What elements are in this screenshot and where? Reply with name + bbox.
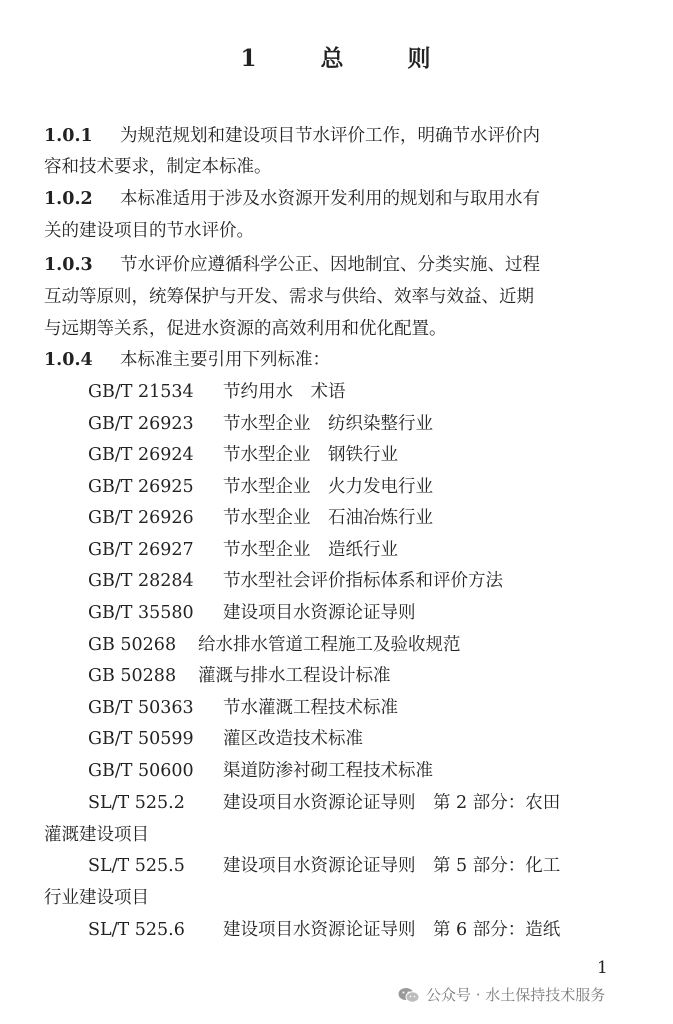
standard-item xyxy=(88,472,433,504)
standard-name: 建设项目水资源论证导则 xyxy=(223,603,416,623)
standard-item xyxy=(88,915,560,947)
standard-name: 建设项目水资源论证导则 第 5 部分：化工 xyxy=(223,856,561,876)
standard-code: SL/T 525.5 xyxy=(88,856,185,876)
standard-code: GB/T 26925 xyxy=(88,477,194,497)
standard-code: GB/T 26927 xyxy=(88,540,194,560)
standard-code: GB/T 50599 xyxy=(88,729,194,749)
standard-item xyxy=(88,630,461,662)
standard-item xyxy=(88,535,398,567)
standard-item xyxy=(88,440,398,472)
standard-name: 节水型企业 火力发电行业 xyxy=(223,477,433,497)
standard-code: GB/T 26926 xyxy=(88,508,194,528)
clause-text: 节水评价应遵循科学公正、因地制宜、分类实施、过程 xyxy=(120,255,540,275)
standard-code: GB/T 26923 xyxy=(88,414,194,434)
standard-name: 节水型企业 钢铁行业 xyxy=(223,445,398,465)
standard-code: GB 50268 xyxy=(88,635,177,655)
clause-1-0-2 xyxy=(44,184,636,216)
clause-1-0-4 xyxy=(44,345,636,377)
page-title: 1 总 则 xyxy=(240,45,433,72)
wechat-icon xyxy=(398,987,420,1003)
standard-item xyxy=(88,598,416,630)
standard-code: GB/T 21534 xyxy=(88,382,194,402)
standard-code: GB/T 35580 xyxy=(88,603,194,623)
standard-name: 节水型企业 纺织染整行业 xyxy=(223,414,433,434)
clause-1-0-1 xyxy=(44,121,636,153)
clause-text-cont: 关的建设项目的节水评价。 xyxy=(44,221,254,241)
standard-item xyxy=(88,788,560,820)
clause-text: 本标准适用于涉及水资源开发利用的规划和与取用水有 xyxy=(120,189,540,209)
clause-text-cont: 互动等原则，统筹保护与开发、需求与供给、效率与效益、近期 xyxy=(44,287,534,307)
standard-item xyxy=(88,661,391,693)
standard-item xyxy=(88,693,398,725)
standard-name: 灌溉与排水工程设计标准 xyxy=(198,666,391,686)
clause-text-cont: 与远期等关系，促进水资源的高效利用和优化配置。 xyxy=(44,319,447,339)
standard-item xyxy=(88,756,433,788)
standard-name: 建设项目水资源论证导则 第 6 部分：造纸 xyxy=(223,920,561,940)
standard-item xyxy=(88,724,363,756)
standard-name: 建设项目水资源论证导则 第 2 部分：农田 xyxy=(223,793,561,813)
standard-code: GB/T 26924 xyxy=(88,445,194,465)
clause-text: 本标准主要引用下列标准： xyxy=(120,350,330,370)
standard-item xyxy=(88,851,560,883)
standard-code: GB 50288 xyxy=(88,666,177,686)
watermark xyxy=(398,984,605,1005)
clause-number: 1.0.2 xyxy=(44,189,93,209)
standard-item xyxy=(88,503,433,535)
clause-1-0-3 xyxy=(44,250,636,282)
watermark-text: 公众号 · 水土保持技术服务 xyxy=(426,986,606,1004)
standard-name: 节约用水 术语 xyxy=(223,382,346,402)
clause-number: 1.0.3 xyxy=(44,255,93,275)
standard-item xyxy=(88,566,503,598)
clause-number: 1.0.1 xyxy=(44,126,93,146)
standard-code: GB/T 50363 xyxy=(88,698,194,718)
standard-name-cont: 行业建设项目 xyxy=(44,888,149,908)
standard-name-cont: 灌溉建设项目 xyxy=(44,825,149,845)
standard-item xyxy=(88,409,433,441)
standard-name: 灌区改造技术标准 xyxy=(223,729,363,749)
standard-code: GB/T 28284 xyxy=(88,571,194,591)
standard-item xyxy=(88,377,346,409)
clause-text-cont: 容和技术要求，制定本标准。 xyxy=(44,157,272,177)
standard-name: 给水排水管道工程施工及验收规范 xyxy=(198,635,461,655)
clause-text: 为规范规划和建设项目节水评价工作，明确节水评价内 xyxy=(120,126,540,146)
standard-code: SL/T 525.6 xyxy=(88,920,185,940)
page-number: 1 xyxy=(597,958,608,978)
clause-number: 1.0.4 xyxy=(44,350,93,370)
standard-name: 节水灌溉工程技术标准 xyxy=(223,698,398,718)
standard-code: SL/T 525.2 xyxy=(88,793,185,813)
standard-name: 渠道防渗衬砌工程技术标准 xyxy=(223,761,433,781)
standard-name: 节水型企业 造纸行业 xyxy=(223,540,398,560)
standard-name: 节水型企业 石油冶炼行业 xyxy=(223,508,433,528)
standard-name: 节水型社会评价指标体系和评价方法 xyxy=(223,571,503,591)
standard-code: GB/T 50600 xyxy=(88,761,194,781)
